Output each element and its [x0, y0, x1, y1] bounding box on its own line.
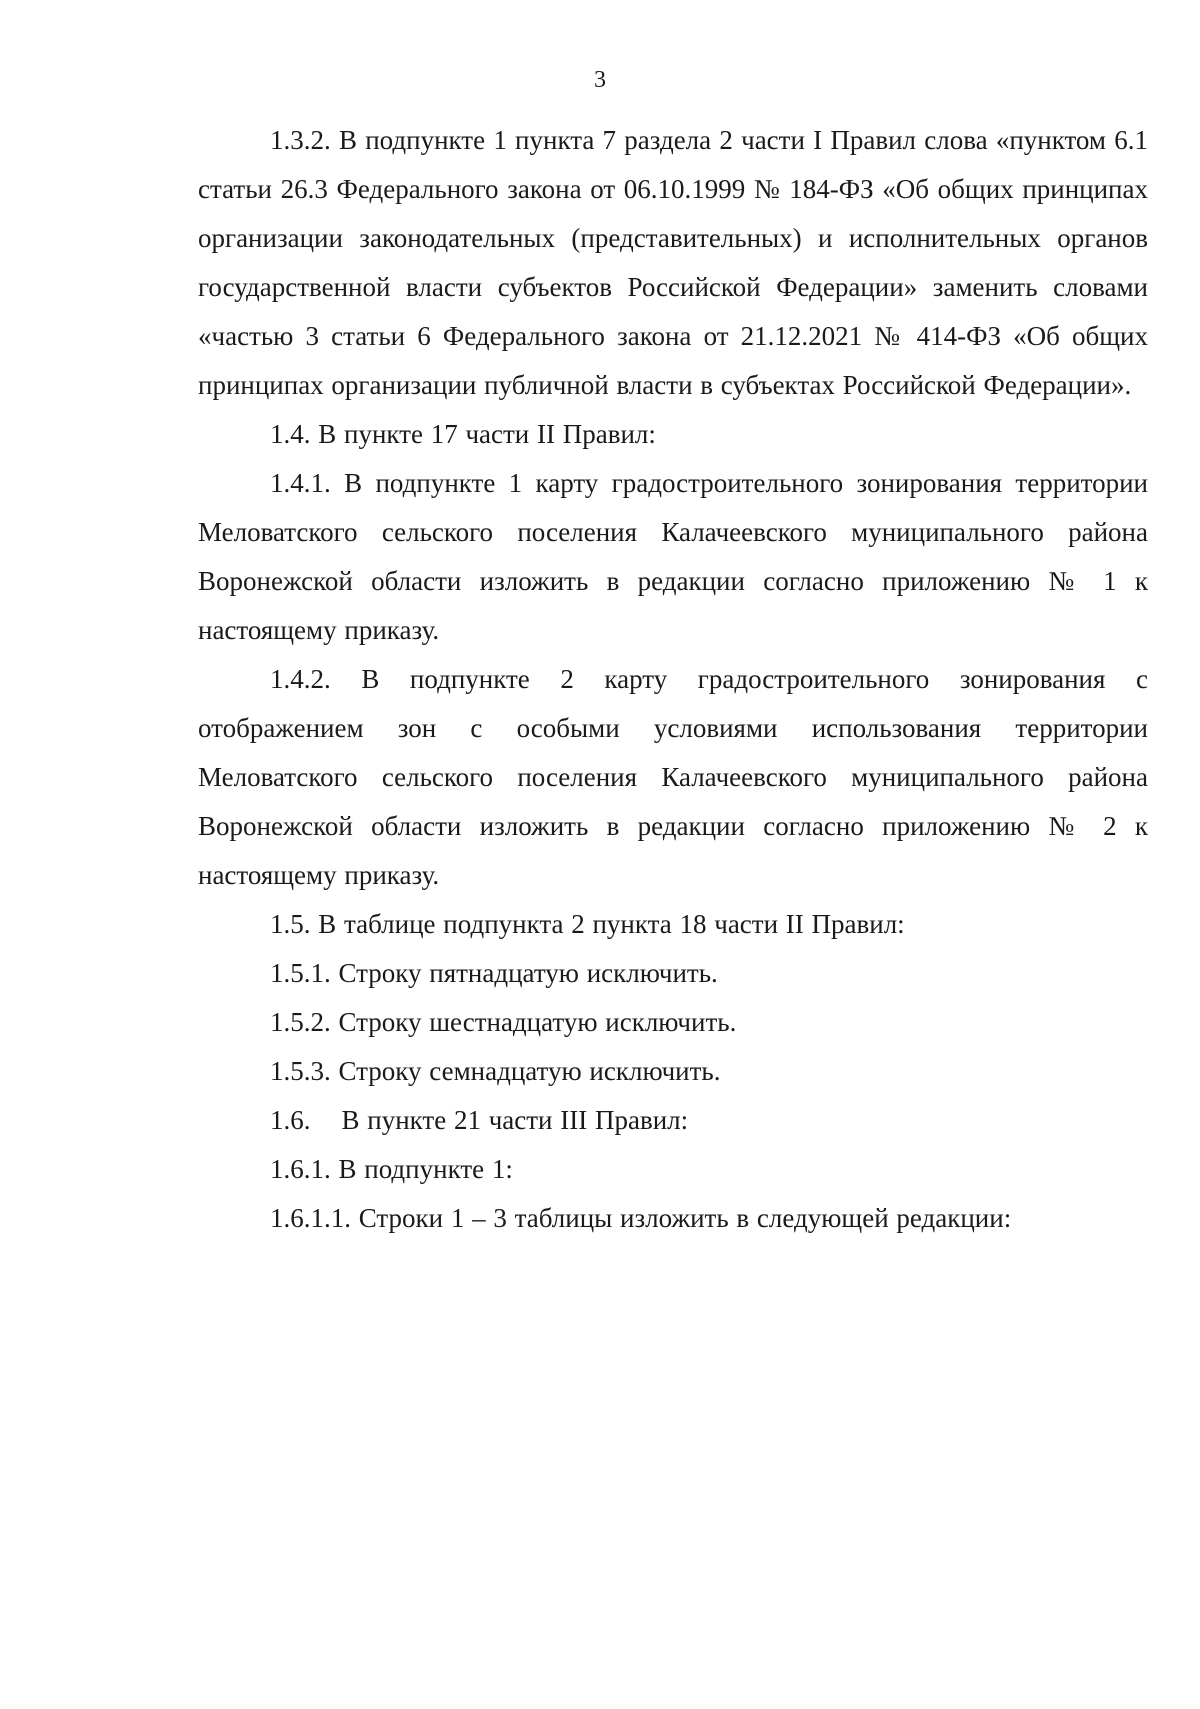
paragraph-1-5-1: 1.5.1. Строку пятнадцатую исключить. [270, 958, 718, 988]
document-body [198, 116, 1148, 1243]
paragraph-1-4: 1.4. В пункте 17 части II Правил: [270, 419, 656, 449]
paragraph-1-5: 1.5. В таблице подпункта 2 пункта 18 части II Правил: [270, 909, 905, 939]
page-number: 3 [594, 67, 606, 93]
paragraph-1-5-3: 1.5.3. Строку семнадцатую исключить. [270, 1056, 721, 1086]
paragraph-1-5-2: 1.5.2. Строку шестнадцатую исключить. [270, 1007, 737, 1037]
paragraph-1-4-1: 1.4.1. В подпункте 1 карту градостроительного зонирования территории Меловатского сельского поселения Калачеевского муниципального района Воронежской области изложить в редакции согласно приложению № 1 к настоящему приказу. [198, 468, 1148, 645]
paragraph-1-6-1: 1.6.1. В подпункте 1: [270, 1154, 513, 1184]
paragraph-1-4-2: 1.4.2. В подпункте 2 карту градостроительного зонирования с отображением зон с особыми условиями использования территории Меловатского сельского поселения Калачеевского муниципального района Воронежской области изложить в редакции согласно приложению № 2 к настоящему приказу. [198, 664, 1148, 890]
paragraph-1-3-2: 1.3.2. В подпункте 1 пункта 7 раздела 2 части I Правил слова «пунктом 6.1 статьи 26.3 Федерального закона от 06.10.1999 № 184-ФЗ «Об общих принципах организации законодательных (представительных) и исполнительных органов государственной власти субъектов Российской Федерации» заменить словами «частью 3 статьи 6 Федерального закона от 21.12.2021 № 414-ФЗ «Об общих принципах организации публичной власти в субъектах Российской Федерации». [198, 125, 1148, 400]
paragraph-1-6-1-1: 1.6.1.1. Строки 1 – 3 таблицы изложить в следующей редакции: [270, 1203, 1012, 1233]
paragraph-1-6: 1.6. В пункте 21 части III Правил: [270, 1105, 689, 1135]
